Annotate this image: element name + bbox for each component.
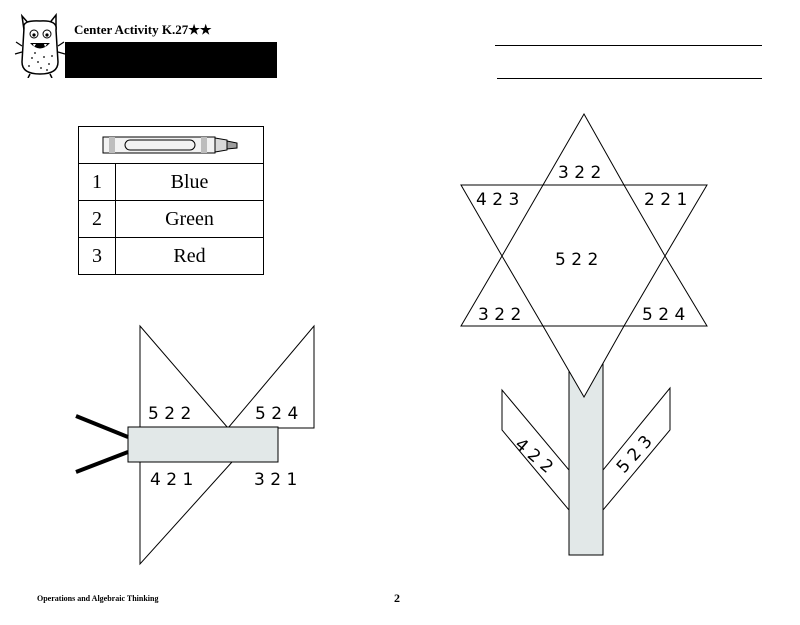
butterfly-number-lower-right: 3 2 1 (254, 470, 298, 490)
butterfly-number-lower-left: 4 2 1 (150, 470, 194, 490)
butterfly-number-upper-left: 5 2 2 (148, 404, 192, 424)
butterfly-body (128, 427, 278, 462)
key-color: Red (116, 238, 264, 275)
star-number-center: 5 2 2 (555, 250, 599, 270)
key-color: Green (116, 201, 264, 238)
star-number-upper-right: 2 2 1 (644, 190, 688, 210)
star-number-upper-left: 4 2 3 (476, 190, 520, 210)
butterfly-antenna (76, 416, 128, 437)
key-color: Blue (116, 164, 264, 201)
key-number: 1 (79, 164, 116, 201)
butterfly-antenna (76, 452, 128, 472)
butterfly-number-upper-right: 5 2 4 (255, 404, 299, 424)
activity-title: Center Activity K.27★★ (74, 22, 212, 37)
key-number: 2 (79, 201, 116, 238)
leaf-number-right: 5 2 3 (612, 431, 657, 478)
star-number-lower-left: 3 2 2 (478, 305, 522, 325)
leaf-number-left: 4 2 2 (510, 434, 557, 478)
page-number: 2 (394, 591, 400, 605)
star-number-lower-right: 5 2 4 (642, 305, 686, 325)
key-number: 3 (79, 238, 116, 275)
footer-subject: Operations and Algebraic Thinking (37, 594, 159, 603)
star-number-top: 3 2 2 (558, 163, 602, 183)
